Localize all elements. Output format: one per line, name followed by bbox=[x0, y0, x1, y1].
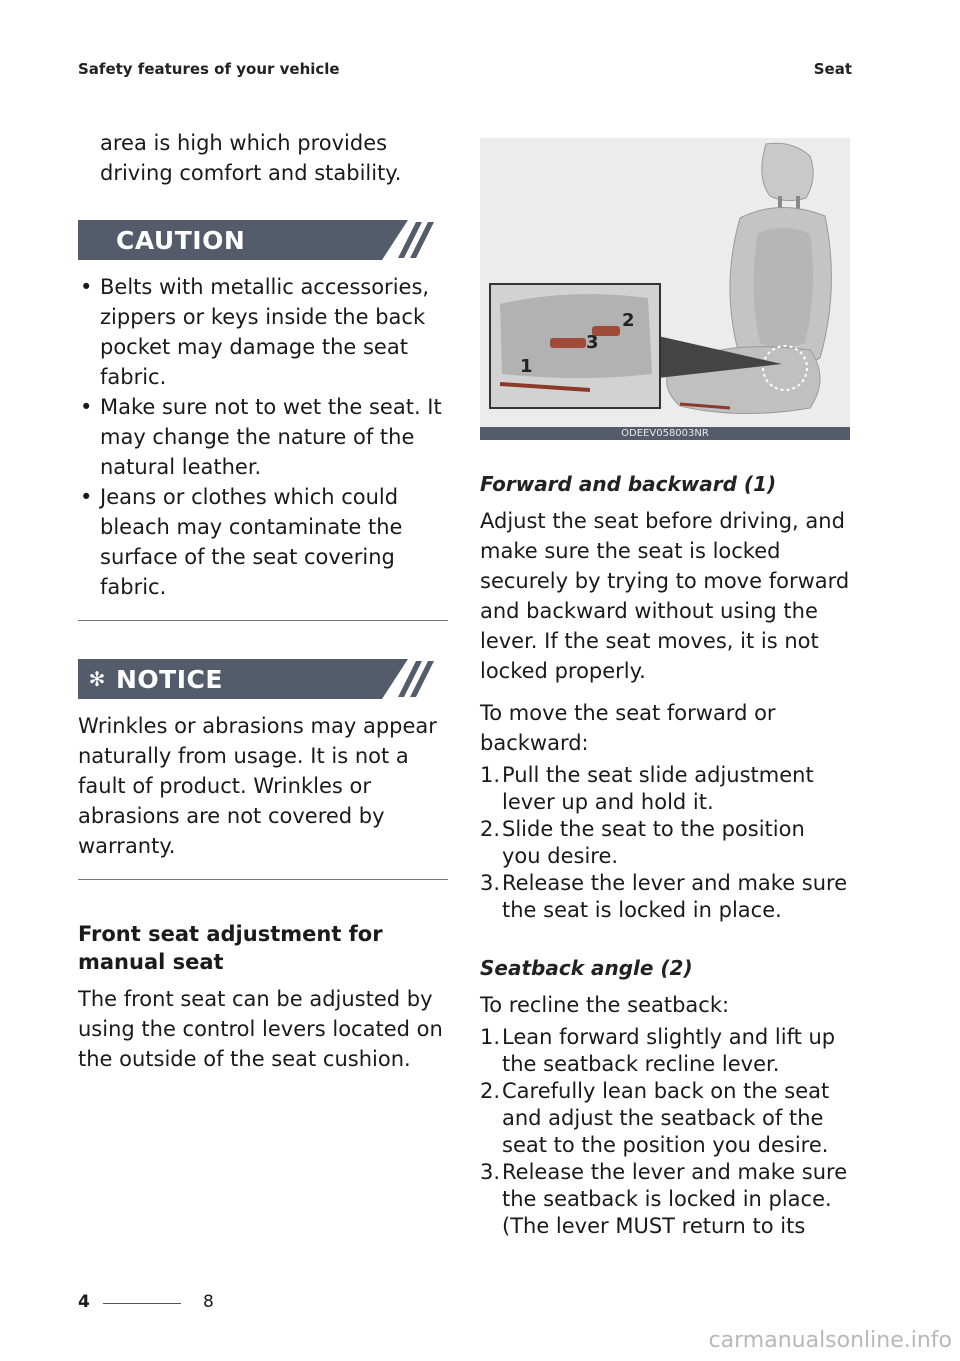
section-heading: Front seat adjustment for manual seat bbox=[78, 922, 383, 974]
list-item: • Belts with metallic accessories, zippers or keys inside the back pocket may damage the seat fabric. bbox=[80, 275, 430, 389]
caution-banner bbox=[78, 220, 448, 260]
caution-title: CAUTION bbox=[116, 225, 246, 255]
callout-2: 2 bbox=[622, 310, 635, 331]
list-item: 3. Release the lever and make sure the seatback is locked in place. (The lever MUST return to its bbox=[480, 1160, 848, 1238]
list-item: 1. Pull the seat slide adjustment lever up and hold it. bbox=[480, 763, 814, 814]
running-header-right: Seat bbox=[813, 60, 852, 78]
list-item: 2. Slide the seat to the position you desire. bbox=[480, 817, 805, 868]
seatback-heading: Seatback angle (2) bbox=[480, 956, 693, 980]
list-item: 2. Carefully lean back on the seat and adjust the seatback of the seat to the position you desire. bbox=[480, 1079, 830, 1157]
notice-text: Wrinkles or abrasions may appear naturally from usage. It is not a fault of product. Wrinkles or abrasions are not covered by warranty. bbox=[78, 714, 437, 858]
intro-paragraph: area is high which provides driving comfort and stability. bbox=[100, 131, 402, 185]
seatback-steps bbox=[480, 1024, 850, 1240]
list-item: • Jeans or clothes which could bleach may contaminate the surface of the seat covering fabric. bbox=[80, 485, 403, 599]
left-column bbox=[78, 128, 448, 1086]
watermark: carmanualsonline.info bbox=[708, 1328, 952, 1353]
chapter-number: 4 bbox=[78, 1292, 90, 1312]
caution-list bbox=[78, 272, 448, 602]
page-number: 8 bbox=[203, 1292, 214, 1312]
divider bbox=[78, 620, 448, 621]
callout-1: 1 bbox=[520, 356, 533, 377]
forward-heading: Forward and backward (1) bbox=[480, 472, 777, 496]
running-header-left: Safety features of your vehicle bbox=[78, 60, 340, 78]
list-item: 1. Lean forward slightly and lift up the seatback recline lever. bbox=[480, 1025, 836, 1076]
seat-illustration bbox=[480, 138, 850, 440]
footer-rule bbox=[103, 1303, 181, 1304]
forward-text: Adjust the seat before driving, and make sure the seat is locked securely by trying to move forward and backward without using the lever. If the seat moves, it is not locked properly. bbox=[480, 509, 850, 683]
notice-title: NOTICE bbox=[116, 664, 223, 694]
section-text: The front seat can be adjusted by using the control levers located on the outside of the seat cushion. bbox=[78, 987, 443, 1071]
asterisk-icon: ✻ bbox=[88, 667, 106, 691]
callout-3: 3 bbox=[586, 332, 599, 353]
notice-banner bbox=[78, 659, 448, 699]
divider bbox=[78, 879, 448, 880]
list-item: • Make sure not to wet the seat. It may change the nature of the natural leather. bbox=[80, 395, 442, 479]
figure-caption: ODEEV058003NR bbox=[480, 427, 850, 440]
seat-image bbox=[480, 138, 850, 427]
seatback-lead: To recline the seatback: bbox=[480, 993, 730, 1017]
right-column bbox=[480, 138, 850, 1248]
forward-steps bbox=[480, 762, 850, 924]
forward-lead: To move the seat forward or backward: bbox=[480, 701, 776, 755]
list-item: 3. Release the lever and make sure the seat is locked in place. bbox=[480, 871, 848, 922]
